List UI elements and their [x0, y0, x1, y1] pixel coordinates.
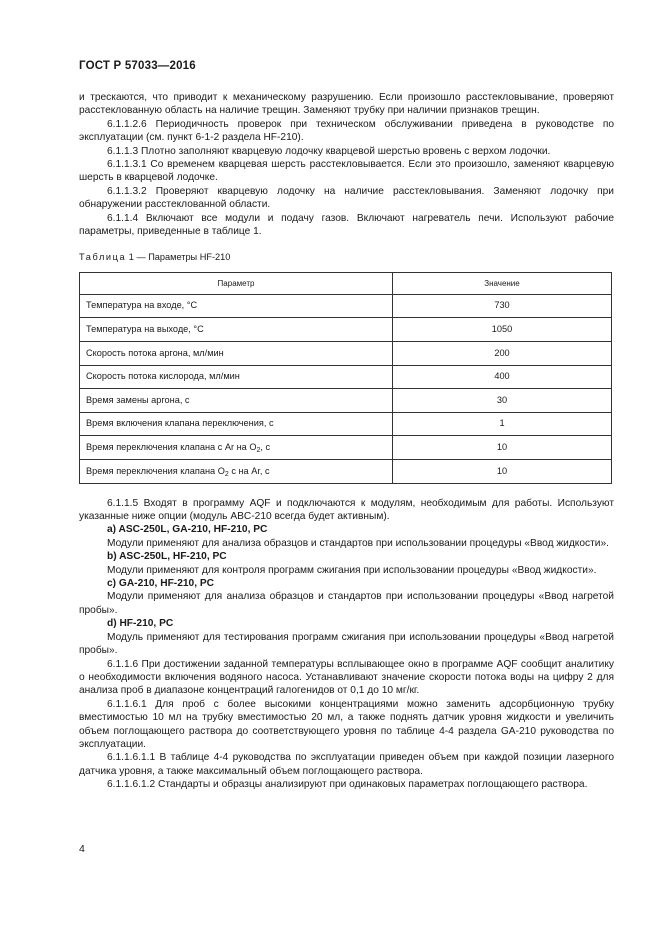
- value-cell: 400: [393, 365, 612, 389]
- table-row: [80, 365, 612, 389]
- param-cell: [80, 436, 393, 460]
- paragraph: и трескаются, что приводит к механическому разрушению. Если произошло расстекловывание, проверяют расстеклованную область на наличие трещин. Заменяют трубку при наличии признаков трещин.: [79, 92, 614, 117]
- table-row: [80, 342, 612, 366]
- column-header-value: Значение: [393, 272, 612, 294]
- page-header: ГОСТ Р 57033—2016: [79, 60, 196, 72]
- paragraph: Модуль применяют для тестирования программ сжигания при использовании процедуры «Ввод нагретой пробы».: [79, 631, 614, 657]
- value-cell: 1050: [393, 318, 612, 342]
- param-cell: Температура на входе, °С: [80, 294, 393, 318]
- option-heading: d) HF-210, PC: [107, 618, 174, 630]
- subscript: 2: [256, 447, 261, 455]
- value-cell: 10: [393, 436, 612, 460]
- paragraph: 6.1.1.6 При достижении заданной температуры всплывающее окно в программе AQF сообщит аналитику о необходимости включения водяного насоса. Устанавливают значение скорости потока воды на цифру 2 для анализа проб в диапазоне концентраций галогенидов от 0,1 до 10 мг/кг.: [79, 658, 614, 697]
- paragraph: 6.1.1.6.1.2 Стандарты и образцы анализируют при одинаковых параметрах поглощающего раствора.: [107, 779, 588, 791]
- param-cell: Температура на выходе, °С: [80, 318, 393, 342]
- table-caption-prefix: Таблица: [79, 252, 127, 263]
- document-body: [79, 91, 614, 792]
- paragraph: 6.1.1.3.1 Со временем кварцевая шерсть расстекловывается. Если это произошло, заменяют кварцевую шерсть в кварцевой лодочке.: [79, 159, 614, 184]
- option-heading: b) ASC-250L, HF-210, PC: [107, 551, 227, 563]
- table-row: [80, 436, 612, 460]
- value-cell: 10: [393, 460, 612, 484]
- table-row: [80, 294, 612, 318]
- paragraph: 6.1.1.5 Входят в программу AQF и подключаются к модулям, необходимым для работы. Используют указанные ниже опции (модуль ABC-210 всегда будет активным).: [79, 497, 614, 523]
- paragraph: 6.1.1.4 Включают все модули и подачу газов. Включают нагреватель печи. Используют рабочие параметры, приведенные в таблице 1.: [79, 212, 614, 238]
- paragraph: 6.1.1.6.1.1 В таблице 4-4 руководства по эксплуатации приведен объем при каждой позиции лазерного датчика уровня, а также максимальный объем поглощающего раствора.: [79, 752, 614, 777]
- param-text: с на Ar, с: [228, 465, 270, 476]
- table-caption: [79, 251, 614, 264]
- option-heading: c) GA-210, HF-210, PC: [107, 578, 215, 590]
- paragraph: Модули применяют для контроля программ сжигания при использовании процедуры «Ввод жидкости».: [107, 564, 597, 576]
- paragraph: Модули применяют для анализа образцов и стандартов при использовании процедуры «Ввод нагретой пробы».: [79, 591, 614, 616]
- param-cell: Скорость потока кислорода, мл/мин: [80, 365, 393, 389]
- table-row: [80, 389, 612, 413]
- param-cell: Скорость потока аргона, мл/мин: [80, 342, 393, 366]
- param-text: Время переключения клапана O: [86, 465, 225, 476]
- paragraph: 6.1.1.6.1 Для проб с более высокими концентрациями можно заменить адсорбционную трубку вместимостью 10 мл на трубку вместимостью 20 мл, а также поднять датчик уровня жидкости и увеличить объем поглощающего раствора до соответствующего уровня по таблице 4-4 раздела GA-210 руководства по эксплуатации.: [79, 698, 614, 750]
- parameters-table: [79, 272, 612, 484]
- option-heading: a) ASC-250L, GA-210, HF-210, PC: [107, 524, 268, 536]
- paragraph: 6.1.1.3.2 Проверяют кварцевую лодочку на наличие расстекловывания. Заменяют лодочку при обнаружении расстеклованной области.: [79, 185, 614, 211]
- param-cell: [80, 460, 393, 484]
- page-number: 4: [79, 843, 85, 855]
- table-row: [80, 460, 612, 484]
- param-text: Время переключения клапана с Ar на O: [86, 442, 257, 453]
- value-cell: 730: [393, 294, 612, 318]
- paragraph: Модули применяют для анализа образцов и стандартов при использовании процедуры «Ввод жидкости».: [107, 537, 609, 549]
- table-row: [80, 412, 612, 436]
- value-cell: 30: [393, 389, 612, 413]
- value-cell: 200: [393, 342, 612, 366]
- param-text: , с: [260, 442, 271, 453]
- param-cell: Время включения клапана переключения, с: [80, 412, 393, 436]
- param-cell: Время замены аргона, с: [80, 389, 393, 413]
- paragraph: 6.1.1.2.6 Периодичность проверок при техническом обслуживании приведена в руководстве по эксплуатации (см. пункт 6-1-2 раздела HF-210).: [79, 118, 614, 144]
- value-cell: 1: [393, 412, 612, 436]
- table-caption-title: 1 — Параметры HF-210: [126, 252, 231, 263]
- column-header-param: Параметр: [80, 272, 393, 294]
- table-header-row: [80, 272, 612, 294]
- paragraph: 6.1.1.3 Плотно заполняют кварцевую лодочку кварцевой шерстью вровень с верхом лодочки.: [107, 145, 551, 157]
- subscript: 2: [224, 470, 229, 478]
- table-row: [80, 318, 612, 342]
